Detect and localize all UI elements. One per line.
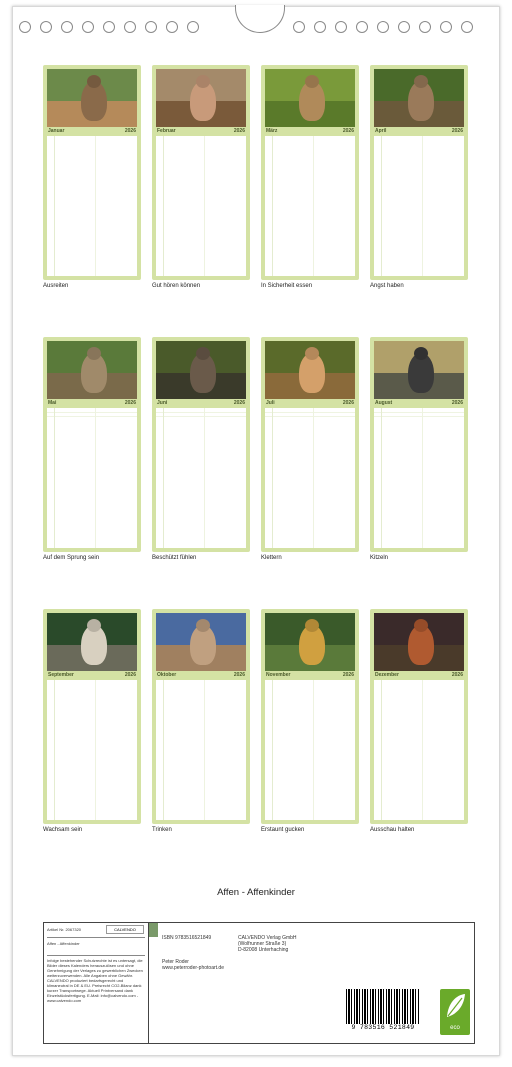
month-header — [47, 400, 137, 407]
month-name: Juli — [266, 400, 275, 406]
column-divider — [95, 136, 96, 276]
author: Peter Roder — [162, 959, 189, 965]
binding-hole — [440, 21, 452, 33]
month-name: April — [375, 128, 387, 134]
day-rows — [156, 408, 246, 548]
month-year: 2026 — [451, 400, 463, 406]
binding-hole — [377, 21, 389, 33]
month-card — [261, 65, 359, 280]
month-caption: Ausreiten — [43, 283, 69, 289]
product-line: Affen - Affenkinder — [47, 941, 80, 946]
day-rows — [47, 680, 137, 820]
color-mark — [149, 923, 158, 937]
publisher-name: CALVENDO Verlag GmbH — [238, 935, 297, 941]
month-caption: Klettern — [261, 555, 282, 561]
month-header — [156, 400, 246, 407]
month-card — [370, 65, 468, 280]
month-header — [265, 672, 355, 679]
barcode — [346, 989, 420, 1031]
month-card — [43, 609, 141, 824]
month-name: März — [266, 128, 278, 134]
calendar-page — [12, 6, 500, 1056]
day-rows — [156, 680, 246, 820]
day-column — [156, 408, 164, 548]
monkey-head — [305, 347, 319, 360]
month-card — [370, 337, 468, 552]
monkey-head — [414, 75, 428, 88]
column-divider — [313, 680, 314, 820]
binding-hole — [187, 21, 199, 33]
monkey-head — [196, 619, 210, 632]
month-caption: Gut hören können — [152, 283, 201, 289]
month-header — [374, 672, 464, 679]
month-year: 2026 — [451, 128, 463, 134]
binding-hole — [61, 21, 73, 33]
monkey-photo — [156, 69, 246, 127]
day-column — [374, 408, 382, 548]
column-divider — [313, 136, 314, 276]
legal-text: Infolge bestehender Schutzrechte ist es untersagt, die Bilder dieses Kalenders herauszulösen und ohne Genehmigung der Verlages zu gewerblichen Zwecken weiterzuverwenden. Alle Angaben ohne Gewähr. CALVENDO produziert bedarfsgerecht und klimaneutral in DE & EU. Preisrecht CO2-Bilanz dank kurzer Transportwege. Aktuell Printversand dank Einzelstücksfertigung. E-Mail: info@calvendo.com - www.calvendo.com — [47, 958, 143, 1003]
monkey-photo — [374, 613, 464, 671]
monkey-head — [305, 75, 319, 88]
day-rows — [374, 136, 464, 276]
binding-hole — [356, 21, 368, 33]
day-rows — [374, 680, 464, 820]
eco-badge — [440, 989, 470, 1035]
month-caption: In Sicherheit essen — [261, 283, 313, 289]
monkey-head — [87, 75, 101, 88]
day-rows — [156, 136, 246, 276]
monkey-photo — [47, 69, 137, 127]
day-column — [374, 680, 382, 820]
barcode-number: 9 783516 521849 — [346, 1024, 420, 1031]
day-rows — [47, 408, 137, 548]
day-column — [47, 680, 55, 820]
month-name: Januar — [48, 128, 65, 134]
publisher-street: (Wolfrunner Straße 3) — [238, 941, 287, 947]
column-divider — [313, 408, 314, 548]
month-year: 2026 — [233, 672, 245, 678]
monkey-photo — [265, 69, 355, 127]
month-header — [265, 128, 355, 135]
binding-hole — [293, 21, 305, 33]
binding-hole — [398, 21, 410, 33]
monkey-photo — [47, 613, 137, 671]
monkey-head — [196, 75, 210, 88]
month-header — [156, 672, 246, 679]
column-divider — [422, 680, 423, 820]
month-name: August — [375, 400, 393, 406]
month-name: Februar — [157, 128, 176, 134]
month-header — [47, 672, 137, 679]
month-card — [152, 609, 250, 824]
month-year: 2026 — [124, 400, 136, 406]
binding-hole — [145, 21, 157, 33]
day-rows — [265, 136, 355, 276]
monkey-head — [414, 619, 428, 632]
column-divider — [204, 408, 205, 548]
monkey-head — [305, 619, 319, 632]
binding-hole — [461, 21, 473, 33]
imprint-box — [43, 922, 475, 1044]
month-card — [261, 609, 359, 824]
imprint-legal-column — [44, 923, 149, 1043]
month-year: 2026 — [233, 400, 245, 406]
binding-hole — [40, 21, 52, 33]
month-card — [43, 337, 141, 552]
month-caption: Beschützt fühlen — [152, 555, 197, 561]
month-header — [265, 400, 355, 407]
author-website: www.peterroder-photoart.de — [162, 965, 224, 971]
binding-hole — [419, 21, 431, 33]
month-caption: Trinken — [152, 827, 172, 833]
day-column — [265, 408, 273, 548]
month-name: November — [266, 672, 291, 678]
day-rows — [265, 408, 355, 548]
isbn: ISBN 9783516521849 — [162, 935, 212, 941]
binding-hole — [166, 21, 178, 33]
article-number: Artikel Nr. 2067320 — [47, 927, 82, 932]
calvendo-logo: CALVENDO — [106, 925, 144, 934]
month-caption: Ausschau halten — [370, 827, 415, 833]
monkey-head — [87, 619, 101, 632]
month-header — [374, 400, 464, 407]
month-year: 2026 — [124, 128, 136, 134]
binding-hole — [124, 21, 136, 33]
month-year: 2026 — [342, 400, 354, 406]
barcode-bars — [346, 989, 420, 1025]
month-caption: Wachsam sein — [43, 827, 83, 833]
month-card — [152, 337, 250, 552]
month-header — [374, 128, 464, 135]
month-card — [370, 609, 468, 824]
column-divider — [95, 680, 96, 820]
day-column — [47, 136, 55, 276]
divider — [47, 955, 145, 956]
monkey-photo — [156, 613, 246, 671]
month-year: 2026 — [342, 128, 354, 134]
month-name: Juni — [157, 400, 168, 406]
day-column — [374, 136, 382, 276]
month-card — [152, 65, 250, 280]
monkey-photo — [265, 613, 355, 671]
day-rows — [374, 408, 464, 548]
column-divider — [204, 136, 205, 276]
day-rows — [265, 680, 355, 820]
binding-hole — [314, 21, 326, 33]
binding-hole — [82, 21, 94, 33]
monkey-head — [196, 347, 210, 360]
month-card — [261, 337, 359, 552]
month-header — [156, 128, 246, 135]
binding-hole — [103, 21, 115, 33]
column-divider — [422, 136, 423, 276]
monkey-head — [87, 347, 101, 360]
monkey-photo — [47, 341, 137, 399]
monkey-photo — [374, 69, 464, 127]
month-header — [47, 128, 137, 135]
day-column — [156, 680, 164, 820]
column-divider — [422, 408, 423, 548]
month-caption: Kitzeln — [370, 555, 389, 561]
eco-label: eco — [450, 1025, 460, 1031]
month-year: 2026 — [342, 672, 354, 678]
monkey-photo — [374, 341, 464, 399]
day-column — [47, 408, 55, 548]
leaf-icon — [440, 989, 470, 1023]
publisher-city: D-82008 Unterhaching — [238, 947, 289, 953]
month-name: Oktober — [157, 672, 177, 678]
day-rows — [47, 136, 137, 276]
month-caption: Auf dem Sprung sein — [43, 555, 100, 561]
calendar-title: Affen - Affenkinder — [217, 887, 295, 898]
day-column — [156, 136, 164, 276]
month-name: Mai — [48, 400, 57, 406]
monkey-head — [414, 347, 428, 360]
month-name: September — [48, 672, 74, 678]
month-caption: Erstaunt gucken — [261, 827, 305, 833]
month-name: Dezember — [375, 672, 399, 678]
divider — [47, 937, 145, 938]
day-column — [265, 680, 273, 820]
month-caption: Angst haben — [370, 283, 404, 289]
monkey-photo — [156, 341, 246, 399]
month-card — [43, 65, 141, 280]
month-year: 2026 — [124, 672, 136, 678]
month-year: 2026 — [233, 128, 245, 134]
binding-hole — [335, 21, 347, 33]
column-divider — [95, 408, 96, 548]
column-divider — [204, 680, 205, 820]
day-column — [265, 136, 273, 276]
binding-hole — [19, 21, 31, 33]
monkey-photo — [265, 341, 355, 399]
month-year: 2026 — [451, 672, 463, 678]
